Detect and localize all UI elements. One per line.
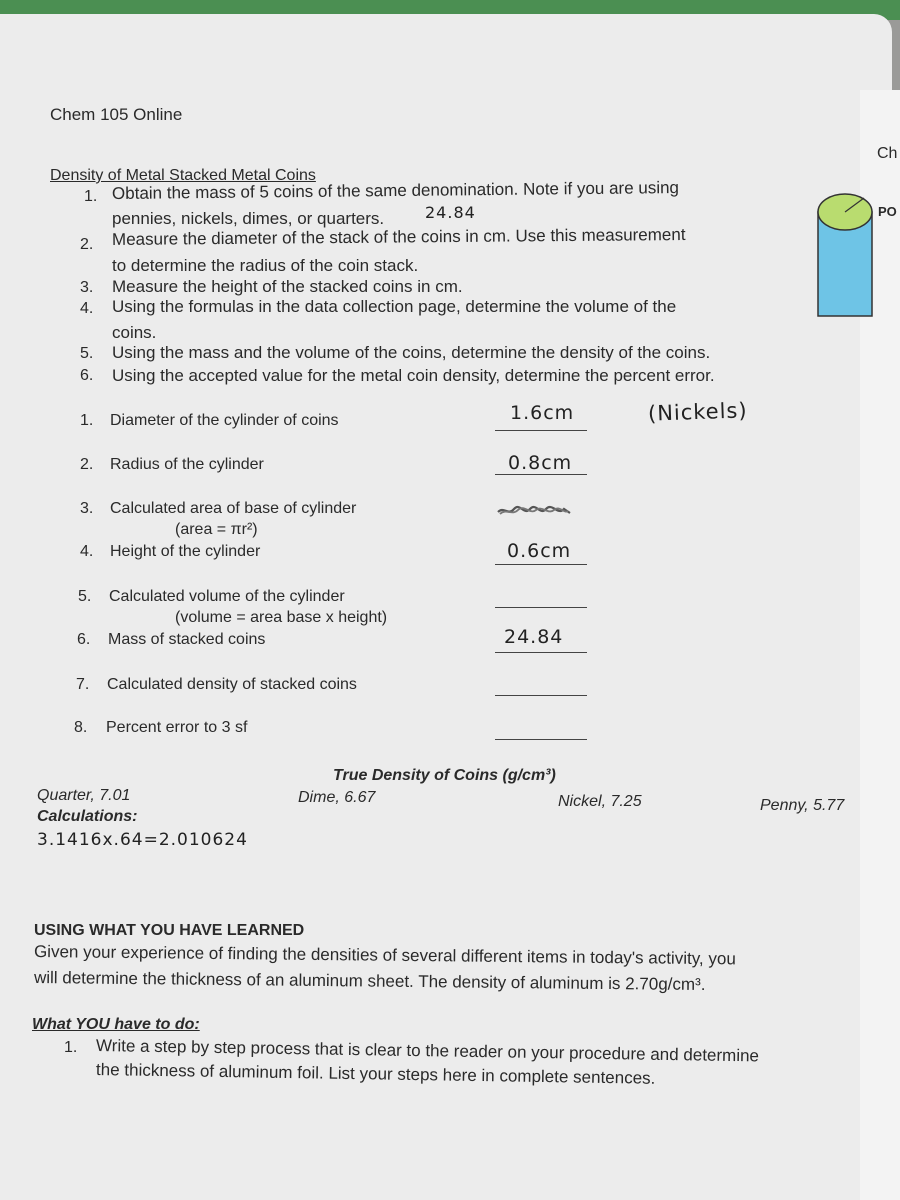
- formula-note: (volume = area base x height): [175, 609, 388, 626]
- density-quarter: Quarter, 7.01: [37, 787, 131, 804]
- data-row-label: Calculated density of stacked coins: [107, 676, 357, 693]
- step-number: 1.: [84, 188, 98, 205]
- next-page-text-ch: Ch: [877, 145, 898, 162]
- step-line: Obtain the mass of 5 coins of the same denomination. Note if you are using: [111, 178, 680, 203]
- step-number: 5.: [80, 345, 94, 362]
- step-line: pennies, nickels, dimes, or quarters.: [112, 209, 385, 228]
- handwritten-mass-note: 24.84: [425, 203, 476, 222]
- data-row-label: Calculated volume of the cylinder: [109, 588, 345, 605]
- todo-heading: What YOU have to do:: [32, 1016, 200, 1033]
- data-row-label: Height of the cylinder: [110, 543, 261, 560]
- data-row-label: Radius of the cylinder: [110, 456, 264, 473]
- handwritten-answer: 1.6cm: [510, 402, 575, 424]
- step-line: Using the mass and the volume of the coins, determine the density of the coins.: [112, 343, 711, 362]
- data-row-number: 2.: [80, 456, 94, 473]
- data-row-number: 7.: [76, 676, 90, 693]
- handwritten-coin-note: (Nickels): [647, 398, 748, 426]
- learned-text: will determine the thickness of an aluminum sheet. The density of aluminum is 2.70g/cm³.: [33, 968, 706, 995]
- todo-text: the thickness of aluminum foil. List your steps here in complete sentences.: [95, 1060, 656, 1088]
- density-nickel: Nickel, 7.25: [558, 793, 642, 810]
- data-row-number: 3.: [80, 500, 94, 517]
- answer-blank: [495, 652, 587, 653]
- data-row-number: 6.: [77, 631, 91, 648]
- handwritten-answer: 24.84: [504, 626, 564, 648]
- todo-number: 1.: [64, 1039, 78, 1056]
- data-row-number: 8.: [74, 719, 88, 736]
- step-line: Measure the diameter of the stack of the coins in cm. Use this measurement: [111, 224, 686, 249]
- step-line: Using the formulas in the data collection page, determine the volume of the: [112, 297, 677, 316]
- answer-blank: [495, 564, 587, 565]
- step-number: 6.: [80, 367, 94, 384]
- data-row-label: Mass of stacked coins: [108, 631, 266, 648]
- true-density-title: True Density of Coins (g/cm³): [333, 767, 556, 784]
- step-line: coins.: [112, 323, 157, 342]
- data-row-label: Diameter of the cylinder of coins: [110, 412, 339, 429]
- formula-note: (area = πr²): [175, 521, 258, 538]
- learned-heading: USING WHAT YOU HAVE LEARNED: [34, 922, 305, 939]
- density-dime: Dime, 6.67: [298, 789, 376, 806]
- step-line: to determine the radius of the coin stack.: [112, 256, 419, 275]
- learned-text: Given your experience of finding the densities of several different items in today's activity, you: [33, 942, 736, 969]
- answer-blank: [495, 695, 587, 696]
- handwritten-calculation: 3.1416x.64=2.010624: [37, 830, 248, 850]
- todo-text: Write a step by step process that is clear to the reader on your procedure and determine: [95, 1036, 760, 1066]
- procedure-title: Density of Metal Stacked Metal Coins: [50, 167, 316, 184]
- answer-blank: [495, 430, 587, 431]
- course-header: Chem 105 Online: [50, 105, 183, 124]
- data-row-number: 1.: [80, 412, 94, 429]
- next-page-text-po: PO: [878, 204, 897, 219]
- step-number: 3.: [80, 279, 94, 296]
- handwritten-answer: 0.8cm: [508, 452, 573, 474]
- data-row-number: 4.: [80, 543, 94, 560]
- density-penny: Penny, 5.77: [760, 797, 845, 814]
- data-row-label: Calculated area of base of cylinder: [110, 500, 357, 517]
- calculations-label: Calculations:: [37, 808, 138, 825]
- data-row-number: 5.: [78, 588, 92, 605]
- step-number: 2.: [80, 236, 94, 253]
- handwritten-answer: 0.6cm: [507, 540, 572, 562]
- answer-blank: [495, 474, 587, 475]
- step-number: 4.: [80, 300, 94, 317]
- step-line: Measure the height of the stacked coins in cm.: [112, 277, 463, 296]
- answer-blank: [495, 607, 587, 608]
- step-line: Using the accepted value for the metal coin density, determine the percent error.: [112, 366, 715, 385]
- cylinder-diagram-icon: [814, 184, 876, 320]
- scribble-out-mark: [496, 504, 572, 518]
- answer-blank: [495, 739, 587, 740]
- data-row-label: Percent error to 3 sf: [106, 719, 248, 736]
